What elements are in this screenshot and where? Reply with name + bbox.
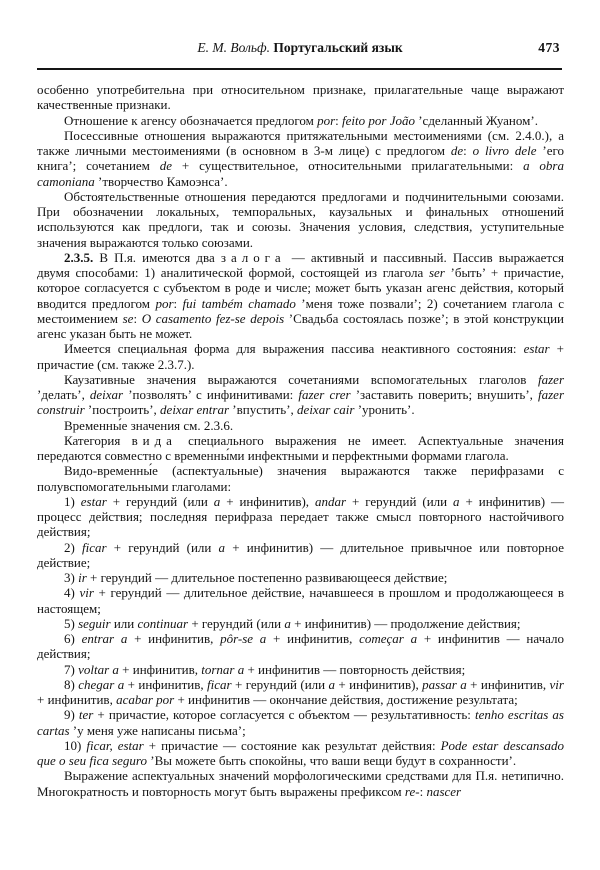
text-run: + герундий (или xyxy=(106,493,214,509)
text-run: ’у меня уже написаны письма’; xyxy=(69,722,246,738)
text-run: ’позволять’ с инфинитивами: xyxy=(123,387,299,402)
text-run: a xyxy=(213,493,221,509)
text-run: estar xyxy=(523,341,550,357)
text-run: + инфинитив — начало действия; xyxy=(37,631,564,662)
text-run: seguir xyxy=(78,615,111,631)
paragraph xyxy=(37,585,564,616)
text-run: ficar xyxy=(82,539,107,555)
text-run: + причастие (см. также 2.3.7.). xyxy=(37,341,565,372)
text-run: se xyxy=(122,310,134,326)
book-title: Португальский язык xyxy=(273,40,403,55)
text-run: + герундий — длительное действие, начавшееся в прошлом и продолжающееся в настоящем; xyxy=(37,585,564,616)
text-run: a xyxy=(328,676,336,692)
text-run: ’сделанный Жуаном’. xyxy=(414,112,538,128)
text-run: : xyxy=(419,783,427,799)
text-run: ’его книга’; сочетанием xyxy=(37,143,564,174)
text-run: por xyxy=(317,112,336,128)
text-run: + инфинитив), xyxy=(335,676,423,692)
text-run: o livro dele xyxy=(472,143,537,158)
text-run: + инфинитив) — длительное привычное или повторное действие; xyxy=(37,539,564,570)
author-name: Е. М. Вольф. xyxy=(197,40,271,55)
text-run: começar a xyxy=(359,631,418,646)
text-run: + причастие, которое согласуется с объектом — результативность: xyxy=(93,707,475,723)
text-run: + герундий (или xyxy=(231,676,329,692)
text-run: ficar xyxy=(207,676,232,692)
text-run: Выражение аспектуальных значений морфологическими средствами для П.я. нетипично. Многократность и повторность могут быть выражены префиксом xyxy=(37,768,564,799)
text-run: vir xyxy=(549,676,564,692)
paragraph xyxy=(37,631,564,662)
text-run: estar xyxy=(80,493,107,509)
text-run: passar a xyxy=(422,676,467,692)
text-run: — активный и пассивный. Пассив выражается двумя способами: 1) аналитической формой, состоящей из глагола xyxy=(37,249,564,280)
header-rule xyxy=(37,68,562,70)
text-run: вида xyxy=(131,432,177,448)
text-run: deixar entrar xyxy=(160,402,230,418)
text-run: ’построить’, xyxy=(84,402,161,418)
page-body xyxy=(37,82,564,799)
text-run: + герундий (или xyxy=(188,615,285,631)
text-run: nascer xyxy=(426,783,462,799)
text-run: 4) xyxy=(64,585,80,601)
text-run: Pode estar descansado que o seu fica seguro xyxy=(37,737,564,768)
text-run: + инфинитив, xyxy=(127,631,221,646)
text-run: O casamento fez-se depois xyxy=(141,310,285,326)
text-run: 9) xyxy=(64,707,79,723)
page-number: 473 xyxy=(538,40,560,55)
paragraph xyxy=(37,707,564,738)
text-run: + инфинитив), xyxy=(220,493,315,509)
text-run: + инфинитив — повторность действия; xyxy=(244,661,466,677)
text-run: Временны́е значения см. 2.3.6. xyxy=(64,417,234,433)
paragraph xyxy=(37,433,564,464)
text-run: a xyxy=(453,493,460,509)
text-run: continuar xyxy=(137,615,189,631)
text-run: ’делать’, xyxy=(37,387,90,402)
text-run: 10) xyxy=(64,737,87,753)
text-run: + инфинитив, xyxy=(266,631,360,646)
text-run: deixar xyxy=(89,387,124,402)
text-run: ’впустить’, xyxy=(229,402,298,418)
text-run: feito por João xyxy=(342,112,415,128)
text-run: 6) xyxy=(64,631,82,646)
text-run: Посессивные отношения выражаются притяжательными местоимениями (см. 2.4.0.), а также личными местоимениями (в основном в 3-м лице) с предлогом xyxy=(37,127,564,158)
text-run: залога xyxy=(220,249,286,265)
text-run: : xyxy=(173,295,183,311)
text-run: fazer crer xyxy=(298,387,351,402)
text-run: 5) xyxy=(64,615,79,631)
text-run: Категория xyxy=(64,432,132,448)
text-run: : xyxy=(335,112,343,128)
paragraph xyxy=(37,738,564,769)
text-run: tenho escritas as cartas xyxy=(37,707,564,738)
text-run: + существительное, относительными прилагательными: xyxy=(172,158,524,174)
paragraph xyxy=(37,341,564,372)
text-run: acabar por xyxy=(116,692,175,707)
text-run: + инфинитив — окончание действия, достижение результата; xyxy=(174,692,518,707)
text-run: vir xyxy=(79,585,94,601)
text-run: tornar a xyxy=(201,661,245,677)
text-run: entrar a xyxy=(81,631,128,646)
text-run: ’Свадьба состоялась позже’; в этой конструкции агенс указан быть не может. xyxy=(37,310,564,341)
paragraph xyxy=(37,372,564,418)
text-run: ’быть’ + причастие, которое согласуется с субъектом в роде и числе; может быть указан агенс действия, который вводится предлогом xyxy=(37,265,564,311)
paragraph xyxy=(37,250,564,342)
text-run: В П.я. имеются два xyxy=(93,249,221,265)
text-run: ’Вы можете быть спокойны, что ваши вещи будут в сохранности’. xyxy=(147,753,517,768)
text-run: de xyxy=(159,158,173,174)
text-run: ser xyxy=(428,265,445,280)
text-run: fui também chamado xyxy=(182,295,296,311)
paragraph xyxy=(37,113,564,128)
text-run: специального выражения не имеет. Аспектуальные значения передаются совместно с временны́ми инфектными и перфектными формами глагола. xyxy=(37,432,564,463)
text-run: 2) xyxy=(64,539,82,555)
paragraph xyxy=(37,570,564,585)
text-run: 1) xyxy=(64,493,81,509)
text-run: ir xyxy=(78,570,87,585)
text-run: a xyxy=(284,615,291,631)
text-run: a xyxy=(218,539,226,555)
text-run: ter xyxy=(78,707,94,723)
text-run: ’меня тоже позвали’; 2) сочетанием глагола с местоимением xyxy=(37,295,564,326)
text-run: deixar cair xyxy=(297,402,355,418)
running-header xyxy=(37,39,563,59)
text-run: + причастие — состояние как результат действия: xyxy=(143,737,441,753)
text-run: ’уронить’. xyxy=(354,402,415,418)
text-run: 3) xyxy=(64,570,79,585)
text-run: : xyxy=(133,310,142,326)
paragraph xyxy=(37,494,564,540)
text-run: ’заставить поверить; внушить’, xyxy=(350,387,538,402)
text-run: ficar, estar xyxy=(86,737,144,753)
text-run: pôr-se a xyxy=(220,631,267,646)
text-run: + герундий (или xyxy=(346,493,454,509)
text-run: Видо-временны́е (аспектуальные) значения выражаются также перифразами с полувспомогательными глаголами: xyxy=(37,463,564,494)
text-run: Имеется специальная форма для выражения пассива неактивного состояния: xyxy=(64,341,524,357)
text-run: andar xyxy=(314,493,347,509)
paragraph xyxy=(37,677,564,708)
text-run: или xyxy=(110,615,138,631)
text-run: re- xyxy=(404,783,420,799)
text-run: fazer construir xyxy=(37,387,564,418)
paragraph xyxy=(37,616,564,631)
text-run: Обстоятельственные отношения передаются предлогами и подчинительными союзами. При обозначении локальных, темпоральных, каузальных и финальных отношений используются как предлоги, так и союзы. Значения условия, следствия, уступительные значения выражаются только союзами. xyxy=(37,188,564,250)
paragraph xyxy=(37,540,564,571)
text-run: Отношение к агенсу обозначается предлогом xyxy=(64,112,318,128)
text-run: + инфинитив, xyxy=(37,692,117,707)
running-title xyxy=(37,39,563,57)
text-run: 2.3.5. xyxy=(64,249,94,265)
text-run: + инфинитив, xyxy=(118,661,202,677)
text-run: a obra camoniana xyxy=(37,158,564,189)
text-run: Каузативные значения выражаются сочетаниями вспомогательных глаголов xyxy=(64,371,538,387)
text-run: 8) xyxy=(64,676,79,692)
paragraph xyxy=(37,189,564,250)
paragraph xyxy=(37,82,564,113)
text-run: + инфинитив) — процесс действия; последняя перифраза передает также смысл повторного настойчивого действия; xyxy=(37,493,564,540)
text-run: особенно употребительна при относительном признаке, прилагательные чаще выражают качественные признаки. xyxy=(37,82,564,113)
paragraph xyxy=(37,463,564,494)
paragraph xyxy=(37,418,564,433)
paragraph xyxy=(37,768,564,799)
text-run: + инфинитив) — продолжение действия; xyxy=(290,615,521,631)
text-run: voltar a xyxy=(78,661,119,677)
paragraph xyxy=(37,128,564,189)
paragraph xyxy=(37,662,564,677)
text-run: chegar a xyxy=(78,676,125,692)
text-run: + инфинитив, xyxy=(124,676,208,692)
text-run: + герундий — длительное постепенно развивающееся действие; xyxy=(86,570,448,585)
text-run: por xyxy=(155,295,174,311)
text-run: + герундий (или xyxy=(106,539,219,555)
text-run: + инфинитив, xyxy=(466,676,550,692)
text-run: : xyxy=(463,143,473,158)
text-run: 7) xyxy=(64,661,79,677)
text-run: ’творчество Камоэнса’. xyxy=(94,173,228,189)
text-run: fazer xyxy=(538,371,564,387)
text-run: de xyxy=(450,143,464,158)
